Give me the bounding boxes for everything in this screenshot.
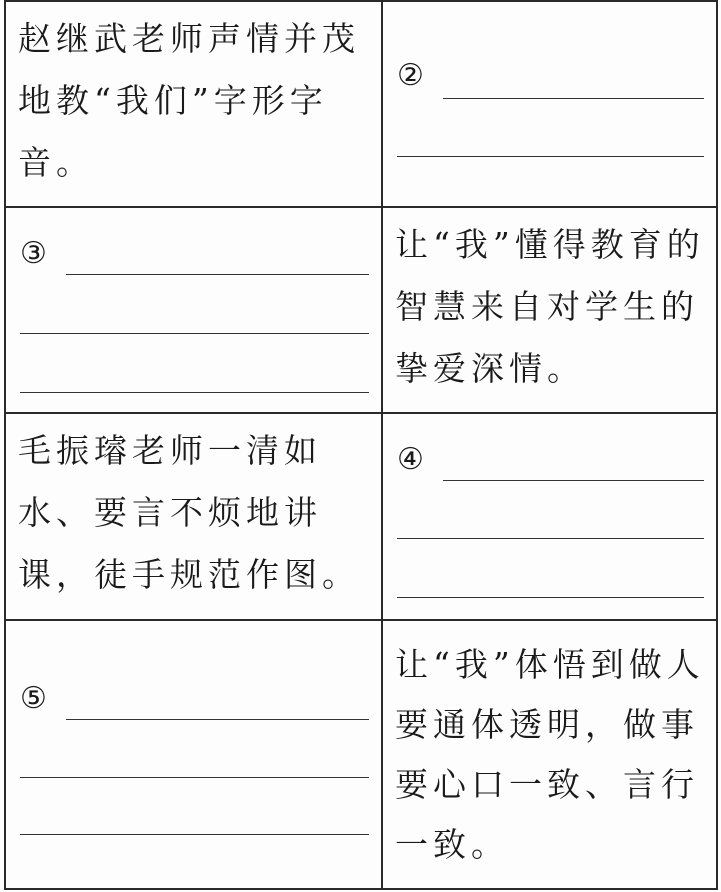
answer-cell-4[interactable] bbox=[382, 413, 717, 620]
number-marker: ② bbox=[397, 58, 424, 93]
table-row bbox=[5, 1, 717, 207]
table-row bbox=[5, 207, 717, 413]
blank-area[interactable] bbox=[397, 2, 704, 206]
answer-line[interactable] bbox=[66, 719, 369, 720]
blank-area[interactable] bbox=[397, 414, 704, 619]
cell-teacher-zhao bbox=[5, 1, 382, 207]
cell-text: 让“我”体悟到做人要通体透明，做事要心口一致、言行一致。 bbox=[395, 645, 705, 864]
cell-effect-1 bbox=[382, 207, 717, 413]
answer-cell-5[interactable] bbox=[5, 620, 382, 889]
cell-text: 赵继武老师声情并茂地教“我们”字形字音。 bbox=[18, 19, 360, 182]
answer-line[interactable] bbox=[397, 538, 704, 539]
number-marker: ③ bbox=[20, 236, 47, 271]
answer-line[interactable] bbox=[443, 480, 704, 481]
answer-line[interactable] bbox=[20, 777, 369, 778]
answer-line[interactable] bbox=[20, 834, 369, 835]
cell-text: 毛振璿老师一清如水、要言不烦地讲课，徒手规范作图。 bbox=[18, 431, 360, 594]
table-row bbox=[5, 620, 717, 889]
answer-line[interactable] bbox=[20, 392, 369, 393]
answer-line[interactable] bbox=[66, 274, 369, 275]
answer-cell-3[interactable] bbox=[5, 207, 382, 413]
blank-area[interactable] bbox=[20, 208, 369, 412]
cell-effect-2 bbox=[382, 620, 717, 889]
table-row bbox=[5, 413, 717, 620]
answer-cell-2[interactable] bbox=[382, 1, 717, 207]
cell-teacher-mao bbox=[5, 413, 382, 620]
answer-line[interactable] bbox=[20, 333, 369, 334]
answer-line[interactable] bbox=[397, 597, 704, 598]
answer-line[interactable] bbox=[443, 98, 704, 99]
answer-line[interactable] bbox=[397, 156, 704, 157]
fill-in-table bbox=[4, 0, 718, 890]
cell-text: 让“我”懂得教育的智慧来自对学生的挚爱深情。 bbox=[395, 225, 705, 388]
number-marker: ④ bbox=[397, 442, 424, 477]
blank-area[interactable] bbox=[20, 621, 369, 888]
number-marker: ⑤ bbox=[20, 681, 47, 716]
